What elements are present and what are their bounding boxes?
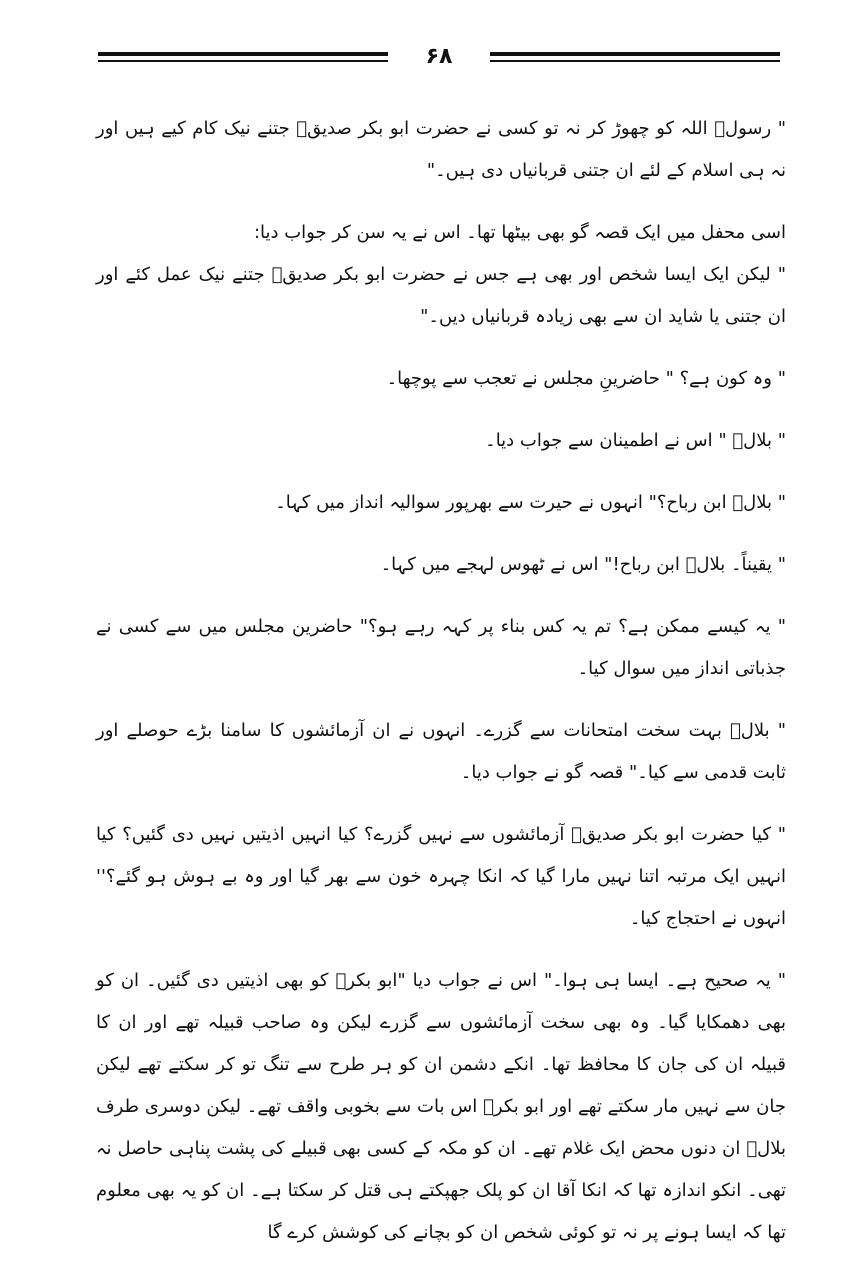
paragraph: " بلالؓ بہت سخت امتحانات سے گزرے۔ انہوں نے ان آزمائشوں کا سامنا بڑے حوصلے اور ثابت قدمی سے کیا۔" قصہ گو نے جواب دیا۔	[96, 720, 786, 783]
page-header	[98, 44, 780, 74]
page-body	[96, 108, 786, 1274]
paragraph: " وہ کون ہے؟ " حاضرینِ مجلس نے تعجب سے پوچھا۔	[386, 368, 786, 389]
header-rule-right	[490, 52, 780, 64]
paragraph: " بلالؓ " اس نے اطمینان سے جواب دیا۔	[485, 430, 786, 451]
paragraph: اسی محفل میں ایک قصہ گو بھی بیٹھا تھا۔ اس نے یہ سن کر جواب دیا:	[253, 222, 786, 243]
paragraph: " یہ کیسے ممکن ہے؟ تم یہ کس بناء پر کہہ رہے ہو؟" حاضرین مجلس میں سے کسی نے جذباتی انداز میں سوال کیا۔	[96, 616, 786, 679]
paragraph: " بلالؓ ابن رباح؟" انہوں نے حیرت سے بھرپور سوالیہ انداز میں کہا۔	[275, 492, 786, 513]
paragraph: " لیکن ایک ایسا شخص اور بھی ہے جس نے حضرت ابو بکر صدیقؓ جتنے نیک عمل کئے اور ان جتنی یا شاید ان سے بھی زیادہ قربانیاں دیں۔"	[96, 264, 786, 327]
paragraph: " یہ صحیح ہے۔ ایسا ہی ہوا۔" اس نے جواب دیا "ابو بکرؓ کو بھی اذیتیں دی گئیں۔ ان کو بھی دھمکایا گیا۔ وہ بھی سخت آزمائشوں سے گزرے لیکن وہ صاحب قبیلہ تھے اور ان کا قبیلہ ان کی جان کا محافظ تھا۔ انکے دشمن ان کو ہر طرح سے تنگ تو کر سکتے تھے لیکن جان سے نہیں مار سکتے تھے اور ابو بکرؓ اس بات سے بخوبی واقف تھے۔ لیکن دوسری طرف بلالؓ ان دنوں محض ایک غلام تھے۔ ان کو مکہ کے کسی بھی قبیلے کی پشت پناہی حاصل نہ تھی۔ انکو اندازہ تھا کہ انکا آقا ان کو پلک جھپکتے ہی قتل کر سکتا ہے۔ ان کو یہ بھی معلوم تھا کہ ایسا ہونے پر نہ تو کوئی شخص ان کو بچانے کی کوشش کرے گا	[96, 970, 786, 1243]
page-number: ۶۸	[425, 44, 453, 69]
paragraph: " یقیناً۔ بلالؓ ابن رباح!" اس نے ٹھوس لہجے میں کہا۔	[380, 554, 786, 575]
paragraph: " کیا حضرت ابو بکر صدیقؓ آزمائشوں سے نہیں گزرے؟ کیا انہیں اذیتیں نہیں دی گئیں؟ کیا انہیں ایک مرتبہ اتنا نہیں مارا گیا کہ انکا چہرہ خون سے بھر گیا اور وہ بے ہوش ہو گئے؟'' انہوں نے احتجاج کیا۔	[96, 824, 786, 929]
paragraph: " رسولؐ اللہ کو چھوڑ کر نہ تو کسی نے حضرت ابو بکر صدیقؓ جتنے نیک کام کیے ہیں اور نہ ہی اسلام کے لئے ان جتنی قربانیاں دی ہیں۔"	[96, 118, 786, 181]
